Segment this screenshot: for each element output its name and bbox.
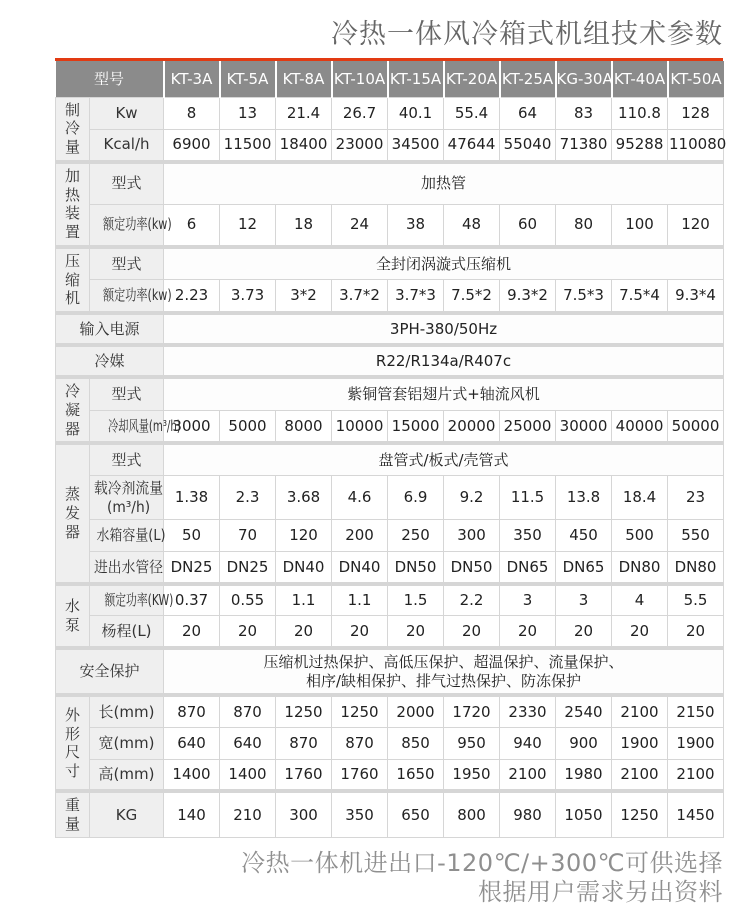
table-section <box>56 584 724 648</box>
value-cell: 13 <box>220 97 276 129</box>
value-cell: 20 <box>668 616 724 648</box>
table-row <box>56 97 724 129</box>
value-cell: 1760 <box>332 759 388 791</box>
model-header: KT-25A <box>500 61 556 97</box>
row-label <box>90 377 164 410</box>
row-label <box>90 616 164 648</box>
value-cell: 2100 <box>668 759 724 791</box>
value-cell: 2.2 <box>444 584 500 616</box>
group-label: 输入电源 <box>56 313 164 345</box>
value-cell: 64 <box>500 97 556 129</box>
table-row <box>56 313 724 345</box>
value-cell: DN65 <box>500 552 556 584</box>
value-cell: 23000 <box>332 129 388 161</box>
value-cell: 350 <box>332 791 388 837</box>
table-row <box>56 345 724 377</box>
row-label-text: 冷却风量(m³/h) <box>108 416 181 435</box>
table-row <box>56 443 724 475</box>
value-cell: 110080 <box>668 129 724 161</box>
value-cell: 1950 <box>444 759 500 791</box>
table-section <box>56 162 724 247</box>
merged-value: 加热管 <box>164 162 724 205</box>
merged-value: 3PH-380/50Hz <box>164 313 724 345</box>
row-label <box>90 475 164 520</box>
value-cell: 2.23 <box>164 280 220 313</box>
row-label <box>90 759 164 791</box>
value-cell: 2000 <box>388 695 444 727</box>
value-cell: 1900 <box>668 727 724 759</box>
value-cell: DN40 <box>276 552 332 584</box>
value-cell: 20 <box>500 616 556 648</box>
value-cell: 3 <box>556 584 612 616</box>
value-cell: 128 <box>668 97 724 129</box>
value-cell: 26.7 <box>332 97 388 129</box>
table-row <box>56 280 724 313</box>
value-cell: 9.3*2 <box>500 280 556 313</box>
value-cell: 5000 <box>220 410 276 443</box>
value-cell: 1650 <box>388 759 444 791</box>
row-label <box>90 97 164 129</box>
row-label-text: 长(mm) <box>98 702 155 721</box>
value-cell: DN65 <box>556 552 612 584</box>
model-header: KT-5A <box>220 61 276 97</box>
row-label-text: KG <box>115 805 138 824</box>
value-cell: 9.3*4 <box>668 280 724 313</box>
value-cell: 1.5 <box>388 584 444 616</box>
row-label <box>90 584 174 616</box>
value-cell: DN50 <box>388 552 444 584</box>
value-cell: 1250 <box>276 695 332 727</box>
value-cell: 7.5*3 <box>556 280 612 313</box>
row-label <box>90 129 164 161</box>
value-cell: 50000 <box>668 410 724 443</box>
table-section <box>56 648 724 696</box>
value-cell: 55.4 <box>444 97 500 129</box>
value-cell: 1980 <box>556 759 612 791</box>
value-cell: 10000 <box>332 410 388 443</box>
table-row <box>56 475 724 520</box>
table-row <box>56 410 724 443</box>
row-label-text: 型式 <box>111 384 142 403</box>
value-cell: DN50 <box>444 552 500 584</box>
value-cell: 1.1 <box>332 584 388 616</box>
value-cell: 3 <box>500 584 556 616</box>
row-label-text: 额定功率(kw) <box>102 215 172 234</box>
value-cell: 83 <box>556 97 612 129</box>
value-cell: 0.55 <box>220 584 276 616</box>
value-cell: 200 <box>332 520 388 552</box>
footer-note-line2: 根据用户需求另出资料 <box>478 878 723 906</box>
merged-value: R22/R134a/R407c <box>164 345 724 377</box>
value-cell: 47644 <box>444 129 500 161</box>
row-label <box>90 791 164 837</box>
value-cell: 3000 <box>164 410 220 443</box>
row-label <box>90 247 164 280</box>
value-cell: 1.38 <box>164 475 220 520</box>
value-cell: 2150 <box>668 695 724 727</box>
value-cell: 7.5*4 <box>612 280 668 313</box>
value-cell: 70 <box>220 520 276 552</box>
group-label: 外形尺寸 <box>56 695 90 791</box>
group-label: 冷媒 <box>56 345 164 377</box>
value-cell: 13.8 <box>556 475 612 520</box>
value-cell: 870 <box>164 695 220 727</box>
value-cell: 30000 <box>556 410 612 443</box>
value-cell: 24 <box>332 204 388 247</box>
value-cell: 1720 <box>444 695 500 727</box>
value-cell: 1900 <box>612 727 668 759</box>
value-cell: 25000 <box>500 410 556 443</box>
value-cell: 2100 <box>500 759 556 791</box>
row-label <box>90 727 164 759</box>
value-cell: 3.7*2 <box>332 280 388 313</box>
value-cell: 2540 <box>556 695 612 727</box>
table-section <box>56 443 724 584</box>
value-cell: 550 <box>668 520 724 552</box>
value-cell: 40000 <box>612 410 668 443</box>
value-cell: 120 <box>668 204 724 247</box>
value-cell: 71380 <box>556 129 612 161</box>
row-label-text: Kw <box>115 103 138 122</box>
value-cell: 1250 <box>612 791 668 837</box>
row-label-text: 额定功率(KW) <box>104 591 174 610</box>
spec-table-container <box>55 58 727 838</box>
value-cell: DN80 <box>612 552 668 584</box>
merged-value: 全封闭涡漩式压缩机 <box>164 247 724 280</box>
table-section <box>56 97 727 162</box>
value-cell: 140 <box>164 791 220 837</box>
row-label <box>90 410 181 443</box>
model-header: KT-15A <box>388 61 444 97</box>
row-label-text: 杨程(L) <box>101 621 152 640</box>
group-label: 冷凝器 <box>56 377 90 443</box>
value-cell: 1250 <box>332 695 388 727</box>
value-cell: 12 <box>220 204 276 247</box>
table-section <box>56 377 724 443</box>
value-cell: 900 <box>556 727 612 759</box>
value-cell: 20 <box>164 616 220 648</box>
value-cell: 11500 <box>220 129 276 161</box>
table-row <box>56 162 724 205</box>
value-cell: 800 <box>444 791 500 837</box>
value-cell: 300 <box>444 520 500 552</box>
value-cell: 1400 <box>220 759 276 791</box>
footer-note <box>241 849 723 906</box>
value-cell: 95288 <box>612 129 668 161</box>
row-label-text: 高(mm) <box>98 765 155 784</box>
value-cell: DN25 <box>220 552 276 584</box>
group-label: 制冷量 <box>56 97 90 162</box>
value-cell: 5.5 <box>668 584 724 616</box>
value-cell: 1450 <box>668 791 724 837</box>
value-cell: 3.73 <box>220 280 276 313</box>
value-cell: 11.5 <box>500 475 556 520</box>
value-cell: 40.1 <box>388 97 444 129</box>
table-row <box>56 129 724 161</box>
value-cell: 50 <box>164 520 220 552</box>
value-cell: 3.7*3 <box>388 280 444 313</box>
row-label-text: Kcal/h <box>103 135 150 154</box>
value-cell: 4.6 <box>332 475 388 520</box>
value-cell: 870 <box>332 727 388 759</box>
table-row <box>56 584 724 616</box>
value-cell: 2100 <box>612 695 668 727</box>
row-label <box>90 162 164 205</box>
table-section <box>56 791 724 837</box>
value-cell: 20 <box>332 616 388 648</box>
value-cell: 1400 <box>164 759 220 791</box>
row-label <box>90 695 164 727</box>
row-label-text: 水箱容量(L) <box>96 526 166 545</box>
row-label-text: 额定功率(kw) <box>102 286 172 305</box>
value-cell: 18 <box>276 204 332 247</box>
value-cell: 38 <box>388 204 444 247</box>
value-cell: 120 <box>276 520 332 552</box>
corner-cell-model: 型号 <box>56 61 164 97</box>
value-cell: 34500 <box>388 129 444 161</box>
table-row <box>56 695 724 727</box>
value-cell: 15000 <box>388 410 444 443</box>
value-cell: 8000 <box>276 410 332 443</box>
row-label <box>90 280 172 313</box>
value-cell: 110.8 <box>612 97 668 129</box>
value-cell: 1.1 <box>276 584 332 616</box>
value-cell: 6 <box>164 204 220 247</box>
model-header: KG-30A <box>556 61 612 97</box>
table-section <box>56 345 724 377</box>
value-cell: 18.4 <box>612 475 668 520</box>
group-label: 加热装置 <box>56 162 90 247</box>
merged-value: 紫铜管套铝翅片式+轴流风机 <box>164 377 724 410</box>
value-cell: 850 <box>388 727 444 759</box>
value-cell: 20 <box>612 616 668 648</box>
row-label <box>90 204 172 247</box>
page-title: 冷热一体风冷箱式机组技术参数 <box>331 19 723 50</box>
value-cell: 20000 <box>444 410 500 443</box>
value-cell: 4 <box>612 584 668 616</box>
model-header: KT-10A <box>332 61 388 97</box>
row-label-text: 进出水管径 <box>94 557 164 576</box>
value-cell: 980 <box>500 791 556 837</box>
value-cell: 20 <box>276 616 332 648</box>
table-section <box>56 313 724 345</box>
value-cell: 20 <box>388 616 444 648</box>
value-cell: 640 <box>164 727 220 759</box>
value-cell: 9.2 <box>444 475 500 520</box>
value-cell: 3.68 <box>276 475 332 520</box>
value-cell: 20 <box>556 616 612 648</box>
value-cell: 8 <box>164 97 220 129</box>
value-cell: 20 <box>444 616 500 648</box>
table-row <box>56 204 724 247</box>
model-header: KT-50A <box>668 61 724 97</box>
value-cell: 650 <box>388 791 444 837</box>
table-row <box>56 247 724 280</box>
value-cell: 21.4 <box>276 97 332 129</box>
row-label-text: 型式 <box>111 174 142 193</box>
model-header: KT-40A <box>612 61 668 97</box>
value-cell: 210 <box>220 791 276 837</box>
value-cell: 450 <box>556 520 612 552</box>
value-cell: DN25 <box>164 552 220 584</box>
table-row <box>56 520 724 552</box>
model-header: KT-8A <box>276 61 332 97</box>
value-cell: 350 <box>500 520 556 552</box>
group-label: 压缩机 <box>56 247 90 313</box>
value-cell: 3*2 <box>276 280 332 313</box>
spec-table <box>55 61 727 838</box>
row-label-text: 型式 <box>111 450 142 469</box>
value-cell: 0.37 <box>164 584 220 616</box>
value-cell: 870 <box>220 695 276 727</box>
value-cell: 18400 <box>276 129 332 161</box>
value-cell: DN80 <box>668 552 724 584</box>
row-label-text: 载冷剂流量 (m³/h) <box>94 478 164 516</box>
value-cell: 23 <box>668 475 724 520</box>
table-row <box>56 377 724 410</box>
value-cell: 950 <box>444 727 500 759</box>
group-label: 水泵 <box>56 584 90 648</box>
footer-note-line1: 冷热一体机进出口-120℃/+300℃可供选择 <box>241 849 723 877</box>
table-section <box>56 247 724 313</box>
value-cell: 1760 <box>276 759 332 791</box>
value-cell: 7.5*2 <box>444 280 500 313</box>
model-header: KT-3A <box>164 61 220 97</box>
group-label: 安全保护 <box>56 648 164 696</box>
value-cell: 20 <box>220 616 276 648</box>
row-label-text: 型式 <box>111 254 142 273</box>
table-section <box>56 695 724 791</box>
value-cell: 2.3 <box>220 475 276 520</box>
header-row <box>56 61 724 97</box>
value-cell: 80 <box>556 204 612 247</box>
merged-value: 压缩机过热保护、高低压保护、超温保护、流量保护、 相序/缺相保护、排气过热保护、防冻保护 <box>164 648 724 696</box>
value-cell: 100 <box>612 204 668 247</box>
table-row <box>56 552 724 584</box>
merged-value: 盘管式/板式/壳管式 <box>164 443 724 475</box>
model-header: KT-20A <box>444 61 500 97</box>
group-label: 蒸发器 <box>56 443 90 584</box>
value-cell: 250 <box>388 520 444 552</box>
value-cell: 2100 <box>612 759 668 791</box>
value-cell: 6.9 <box>388 475 444 520</box>
row-label-text: 宽(mm) <box>98 733 155 752</box>
table-row <box>56 616 724 648</box>
value-cell: 300 <box>276 791 332 837</box>
value-cell: DN40 <box>332 552 388 584</box>
row-label <box>90 443 164 475</box>
value-cell: 640 <box>220 727 276 759</box>
table-header <box>56 61 724 97</box>
value-cell: 60 <box>500 204 556 247</box>
value-cell: 2330 <box>500 695 556 727</box>
table-row <box>56 791 724 837</box>
group-label: 重量 <box>56 791 90 837</box>
value-cell: 55040 <box>500 129 556 161</box>
table-row <box>56 759 724 791</box>
table-row <box>56 727 724 759</box>
table-row <box>56 648 724 696</box>
value-cell: 940 <box>500 727 556 759</box>
value-cell: 1050 <box>556 791 612 837</box>
row-label <box>90 520 164 552</box>
value-cell: 870 <box>276 727 332 759</box>
value-cell: 6900 <box>164 129 220 161</box>
row-label <box>90 552 164 584</box>
value-cell: 500 <box>612 520 668 552</box>
value-cell: 48 <box>444 204 500 247</box>
